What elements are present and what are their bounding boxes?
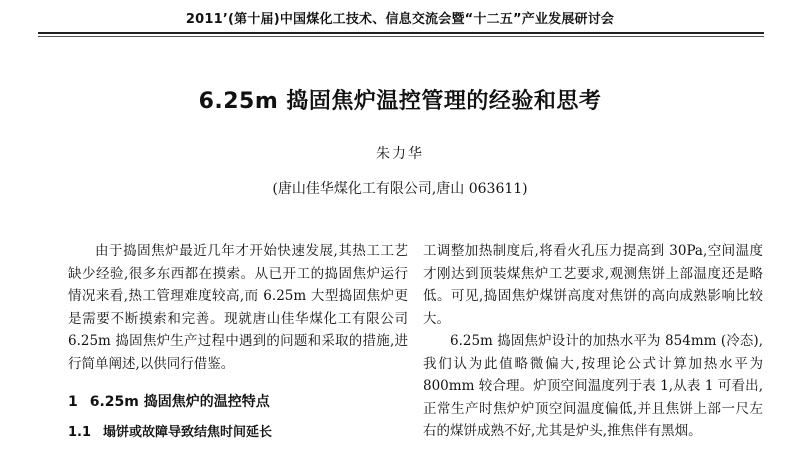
article-author: 朱力华 — [376, 146, 424, 162]
body-paragraph: 6.25m 捣固焦炉设计的加热水平为 854mm (冷态),我们认为此值略微偏大,按理论公式计算加热水平为 800mm 较合理。炉顶空间温度列于表 1,从表 1 可看出,正常生产时焦炉炉顶空间温度偏低,并且焦饼上部一尺左右的煤饼成熟不好,尤其是炉头,推焦伴有黑烟。 — [423, 333, 763, 439]
section-title: 6.25m 捣固焦炉的温控特点 — [89, 394, 270, 410]
section-number: 1 — [68, 394, 78, 410]
header-rule-thick — [38, 32, 764, 34]
article-affiliation: (唐山佳华煤化工有限公司,唐山 063611) — [272, 181, 528, 197]
right-column — [423, 240, 763, 443]
header-rule-thin — [38, 36, 764, 37]
section-heading-1 — [68, 391, 408, 413]
intro-paragraph: 由于捣固焦炉最近几年才开始快速发展,其热工工艺缺少经验,很多东西都在摸索。从已开工的捣固焦炉运行情况来看,热工管理难度较高,而 6.25m 大型捣固焦炉更是需要不断摸索和完善。现就唐山佳华煤化工有限公司 6.25m 捣固焦炉生产过程中遇到的问题和采取的措施,进行简单阐述,以供同行借鉴。 — [68, 243, 408, 372]
subsection-number: 1.1 — [68, 425, 92, 440]
continued-paragraph: 工调整加热制度后,将看火孔压力提高到 30Pa,空间温度才刚达到顶装煤焦炉工艺要求,观测焦饼上部温度还是略低。可见,捣固焦炉煤饼高度对焦饼的高向成熟影响比较大。 — [423, 243, 763, 327]
article-title: 6.25m 捣固焦炉温控管理的经验和思考 — [198, 89, 602, 114]
running-head: 2011’(第十届)中国煤化工技术、信息交流会暨“十二五”产业发展研讨会 — [185, 12, 615, 27]
subsection-title: 塌饼或故障导致结焦时间延长 — [103, 425, 273, 440]
left-column — [68, 240, 408, 444]
subsection-heading-1-1 — [68, 422, 408, 444]
